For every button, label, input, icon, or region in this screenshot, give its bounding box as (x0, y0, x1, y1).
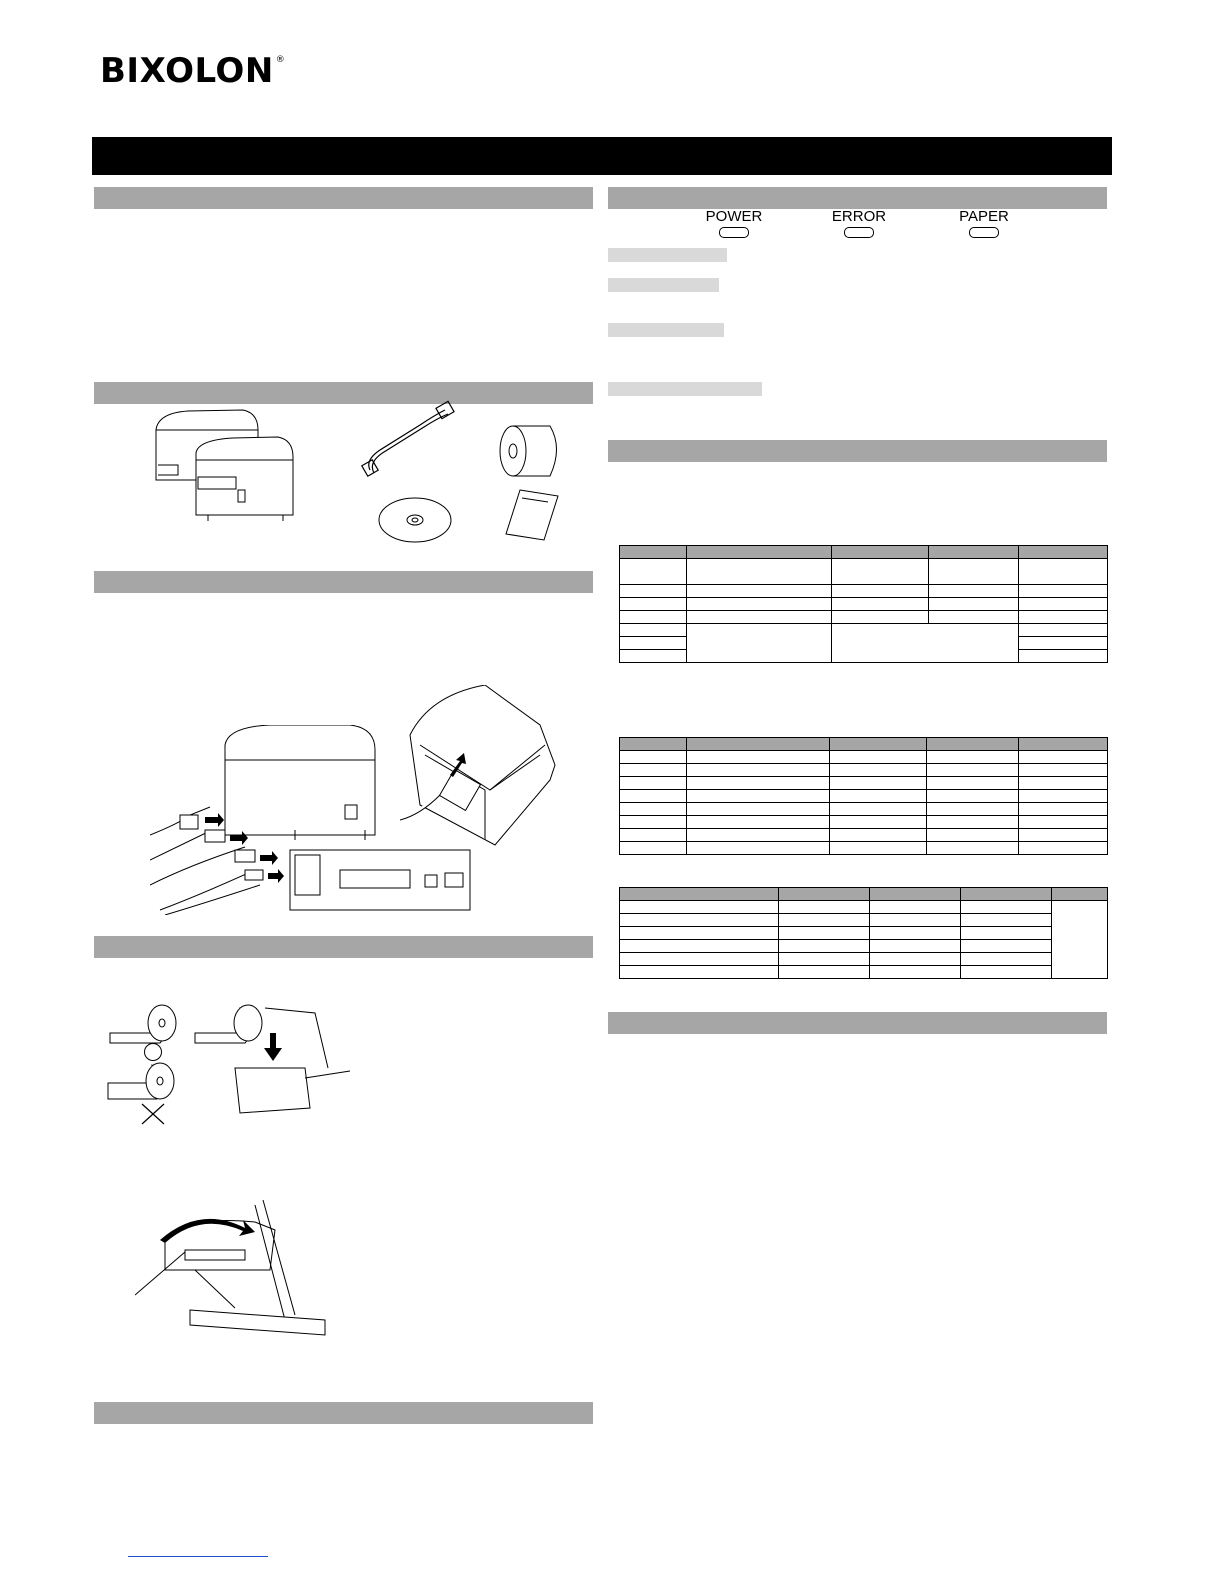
section-bar-right-1 (608, 187, 1107, 209)
section-bar-left-5 (94, 1402, 593, 1424)
spec-table-3 (619, 887, 1108, 979)
section-bar-left-3 (94, 571, 593, 593)
led-power (694, 208, 774, 240)
manual-icon (500, 488, 565, 543)
paper-sensor-diagram (135, 1200, 335, 1340)
section-bar-left-2 (94, 382, 593, 404)
section-bar-left-1 (94, 187, 593, 209)
paper-roll-icon (495, 418, 565, 483)
led-error (819, 208, 899, 240)
led-paper-label: PAPER (959, 208, 1009, 225)
printer-front-view (148, 405, 298, 535)
registered-mark: ® (275, 55, 286, 65)
cd-icon (375, 495, 455, 545)
status-label-bar-2 (608, 278, 719, 292)
footer-link-underline[interactable] (128, 1556, 268, 1557)
section-bar-right-2 (608, 440, 1107, 462)
status-label-bar-4 (608, 382, 762, 396)
status-label-bar-1 (608, 248, 727, 262)
circle-ok-icon (144, 1043, 162, 1061)
title-bar (92, 137, 1112, 175)
led-error-lamp (844, 227, 874, 238)
led-paper (944, 208, 1024, 240)
led-paper-lamp (969, 227, 999, 238)
roll-orientation-diagram (100, 1003, 360, 1128)
led-power-lamp (719, 227, 749, 238)
spec-table-2 (619, 737, 1108, 855)
spec-table-1 (619, 545, 1108, 663)
section-bar-left-4 (94, 936, 593, 958)
led-error-label: ERROR (831, 208, 887, 225)
led-power-label: POWER (705, 208, 763, 225)
brand-logo (100, 51, 286, 91)
cross-wrong-icon (140, 1102, 166, 1126)
printer-rear-view (400, 685, 560, 850)
status-label-bar-3 (608, 323, 724, 337)
section-bar-right-3 (608, 1012, 1107, 1034)
brand-name: BIXOLON (100, 51, 274, 91)
power-cord-icon (360, 400, 460, 480)
